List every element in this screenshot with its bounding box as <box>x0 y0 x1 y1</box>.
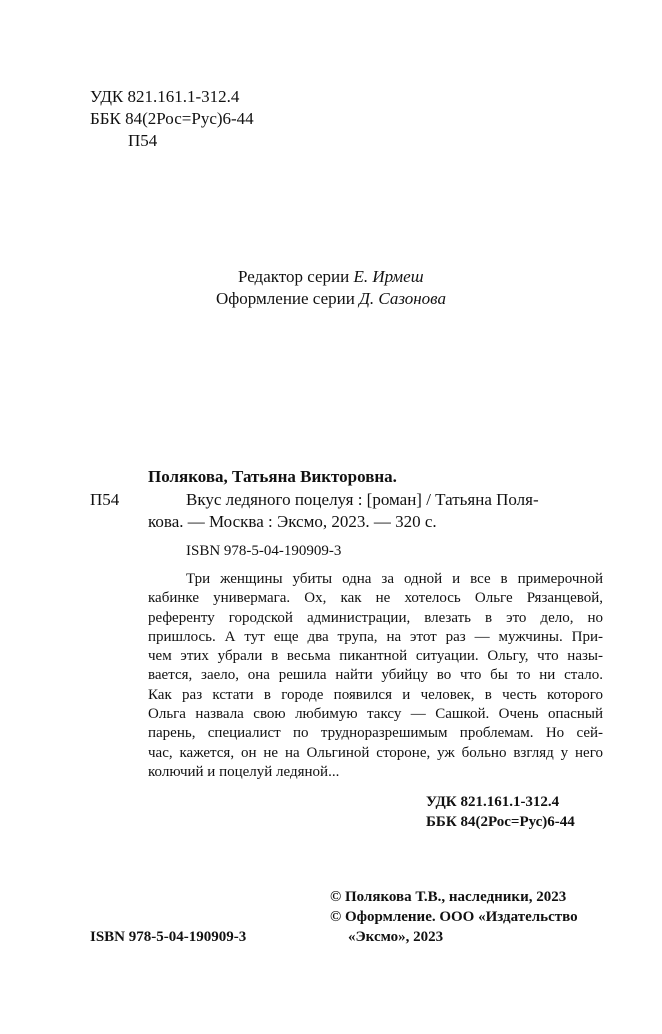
annotation-line: парень, специалист по трудноразрешимым проблемам. Но сей- <box>148 725 603 742</box>
catalog-description-line1: Вкус ледяного поцелуя : [роман] / Татьяна Поля- <box>186 490 539 509</box>
catalog-description-line2: кова. — Москва : Эксмо, 2023. — 320 с. <box>148 512 437 531</box>
annotation-line: пришлось. А тут еще два трупа, на этот раз — мужчины. При- <box>148 628 603 645</box>
catalog-author-heading: Полякова, Татьяна Викторовна. <box>148 467 397 486</box>
copyright-line3: «Эксмо», 2023 <box>348 929 444 945</box>
series-editor-label: Редактор серии <box>238 267 350 286</box>
series-design-name: Д. Сазонова <box>359 289 446 308</box>
bbk-code: ББК 84(2Рос=Рус)6-44 <box>90 109 254 128</box>
annotation-line: Ольга назвала свою любимую таксу — Сашкой. Очень опасный <box>148 706 603 723</box>
annotation-line: Три женщины убиты одна за одной и все в примерочной <box>186 571 603 587</box>
annotation-udk: УДК 821.161.1-312.4 <box>426 794 560 810</box>
annotation-paragraph <box>148 570 603 782</box>
series-editor-name: Е. Ирмеш <box>353 267 424 286</box>
annotation-line: референту городской администрации, влезать в это дело, но <box>148 609 603 626</box>
series-design-line <box>216 288 446 310</box>
annotation-line: колючий и поцелуй ледяной... <box>148 763 340 780</box>
annotation-line: вается, заело, она решила найти убийцу во что бы то ни стало. <box>148 667 603 684</box>
catalog-isbn: ISBN 978-5-04-190909-3 <box>186 543 342 559</box>
copyright-line2: © Оформление. ООО «Издательство <box>330 909 578 925</box>
udk-code: УДК 821.161.1-312.4 <box>90 87 240 106</box>
author-mark: П54 <box>128 131 158 150</box>
annotation-line: чем этих убрали в весьма пикантной ситуации. Ольгу, что назы- <box>148 648 603 665</box>
annotation-bbk: ББК 84(2Рос=Рус)6-44 <box>426 814 575 830</box>
series-design-label: Оформление серии <box>216 289 355 308</box>
bottom-isbn: ISBN 978-5-04-190909-3 <box>90 929 247 945</box>
catalog-mark: П54 <box>90 490 120 509</box>
annotation-line: Как раз кстати в городе появился и человек, в честь которого <box>148 686 603 703</box>
copyright-line1: © Полякова Т.В., наследники, 2023 <box>330 889 567 905</box>
annotation-line: кабинке универмага. Ох, как не хотелось Ольге Рязанцевой, <box>148 590 603 607</box>
annotation-line: час, кажется, он не на Ольгиной стороне, уж больно взгляд у него <box>148 744 603 761</box>
series-editor-line <box>238 266 424 288</box>
